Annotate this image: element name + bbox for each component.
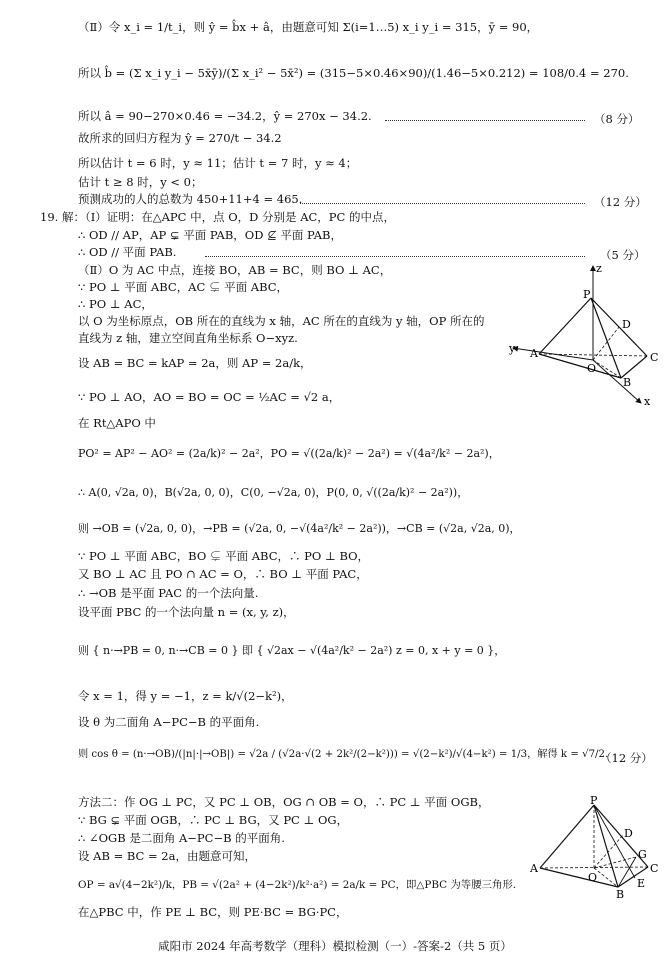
text-line: 预测成功的人的总数为 450+11+4 = 465. xyxy=(78,192,303,206)
pyramid-coordinate-figure xyxy=(505,258,665,408)
edge-PB xyxy=(594,805,618,887)
dot-leader xyxy=(300,203,585,204)
text-line: ∴ OD // 平面 PAB. xyxy=(78,245,177,259)
text-line: ∵ PO ⊥ 平面 ABC，AC ⊊ 平面 ABC， xyxy=(78,280,289,294)
text-line: 设 AB = BC = 2a，由题意可知， xyxy=(78,849,256,863)
dot-leader xyxy=(385,120,585,121)
text-line: 以 O 为坐标原点，OB 所在的直线为 x 轴，AC 所在的直线为 y 轴，OP 所在的 xyxy=(78,314,485,328)
text-line: ∴ OD // AP，AP ⊊ 平面 PAB，OD ⊈ 平面 PAB， xyxy=(78,228,342,242)
text-line: 设 θ 为二面角 A−PC−B 的平面角. xyxy=(78,715,260,729)
text-line: ∴ A(0, √2a, 0)，B(√2a, 0, 0)，C(0, −√2a, 0)，P(0, 0, √((2a/k)² − 2a²))， xyxy=(78,486,469,499)
text-line: 设平面 PBC 的一个法向量 n = (x, y, z)， xyxy=(78,605,295,619)
segment-OD xyxy=(594,835,623,868)
text-line: 在△PBC 中，作 PE ⊥ BC，则 PE·BC = BG·PC， xyxy=(78,905,348,919)
edge-BC xyxy=(621,356,647,378)
text-line: 所以 â = 90−270×0.46 = −34.2，ŷ = 270x − 34.2. xyxy=(78,109,372,123)
problem-heading: 19. 解：（Ⅰ）证明：在△APC 中，点 O，D 分别是 AC，PC 的中点， xyxy=(40,210,395,224)
text-line: 故所求的回归方程为 ŷ = 270/t − 34.2 xyxy=(78,131,282,145)
text-line: 所以 b̂ = (Σ x_i y_i − 5x̄ȳ)/(Σ x_i² − 5x̄²) = (315−5×0.46×90)/(1.46−5×0.212) = 108/0.4 = 270. xyxy=(78,66,629,80)
label-A: A xyxy=(530,347,538,360)
label-D: D xyxy=(622,318,631,331)
text-line: 直线为 z 轴，建立空间直角坐标系 O−xyz. xyxy=(78,331,298,345)
label-y: y xyxy=(509,342,516,355)
text-line: ∵ PO ⊥ 平面 ABC，BO ⊊ 平面 ABC，∴ PO ⊥ BO， xyxy=(78,549,370,563)
text-line: ∵ PO ⊥ AO，AO = BO = OC = ½AC = √2 a， xyxy=(78,390,341,404)
label-B: B xyxy=(616,888,625,900)
dot-leader xyxy=(205,256,585,257)
label-C: C xyxy=(650,351,659,364)
text-line: 又 BO ⊥ AC 且 PO ∩ AC = O，∴ BO ⊥ 平面 PAC， xyxy=(78,567,368,581)
text-line: （Ⅱ）令 x_i = 1/t_i，则 ŷ = b̂x + â，由题意可知 Σ(i=1…5) x_i y_i = 315，ȳ = 90， xyxy=(78,20,539,34)
segment-OB xyxy=(593,360,621,378)
text-line: 方法二：作 OG ⊥ PC，又 PC ⊥ OB，OG ∩ OB = O，∴ PC ⊥ 平面 OGB， xyxy=(78,795,490,809)
label-C: C xyxy=(650,862,659,875)
text-line: 则 →OB = (√2a, 0, 0)，→PB = (√2a, 0, −√(4a²/k² − 2a²))，→CB = (√2a, √2a, 0)， xyxy=(78,522,521,535)
text-line: 估计 t ≥ 8 时，y < 0； xyxy=(78,175,203,189)
score-label: （12 分） xyxy=(600,751,653,765)
label-z: z xyxy=(596,262,602,275)
score-label: （5 分） xyxy=(600,248,646,262)
text-line: ∴ PO ⊥ AC， xyxy=(78,297,153,311)
segment-BG xyxy=(618,857,636,887)
text-line: （Ⅱ）O 为 AC 中点，连接 BO，AB = BC，则 BO ⊥ AC， xyxy=(78,263,392,277)
text-line: OP = a√(4−2k²)/k，PB = √(2a² + (4−2k²)/k²·a²) = 2a/k = PC，即△PBC 为等腰三角形. xyxy=(78,879,517,891)
text-line: ∵ BG ⊊ 平面 OGB，∴ PC ⊥ BG，又 PC ⊥ OG， xyxy=(78,813,349,827)
text-line: 设 AB = BC = kAP = 2a，则 AP = 2a/k， xyxy=(78,356,312,370)
text-line: 令 x = 1，得 y = −1，z = k/√(2−k²)， xyxy=(78,689,293,703)
segment-OG xyxy=(594,857,636,868)
edge-PA xyxy=(540,805,594,868)
text-line: ∴ ∠OGB 是二面角 A−PC−B 的平面角. xyxy=(78,831,285,845)
label-O: O xyxy=(587,362,597,375)
score-label: （12 分） xyxy=(594,195,647,209)
score-label: （8 分） xyxy=(594,112,640,126)
page-footer: 咸阳市 2024 年高考数学（理科）模拟检测（一）-答案-2（共 5 页） xyxy=(158,939,512,953)
label-G: G xyxy=(638,848,647,861)
text-line: 则 { n·→PB = 0, n·→CB = 0 } 即 { √2ax − √(4a²/k² − 2a²) z = 0, x + y = 0 }， xyxy=(78,644,506,657)
label-P: P xyxy=(590,795,598,807)
label-B: B xyxy=(623,376,632,389)
label-O: O xyxy=(588,871,598,884)
label-x: x xyxy=(644,395,651,408)
pyramid-figure-method2 xyxy=(528,795,663,900)
text-line: 则 cos θ = (n·→OB)/(|n|·|→OB|) = √2a / (√2a·√(2 + 2k²/(2−k²))) = √(2−k²)/√(4−k²) = 1/3，解得 k = √7/2. xyxy=(78,749,609,760)
text-line: 所以估计 t = 6 时，y ≈ 11；估计 t = 7 时，y ≈ 4； xyxy=(78,156,358,170)
label-A: A xyxy=(530,862,538,875)
text-line: ∴ →OB 是平面 PAC 的一个法向量. xyxy=(78,586,259,600)
label-D: D xyxy=(624,827,633,840)
text-line: 在 Rt△APO 中 xyxy=(78,416,156,430)
edge-PA xyxy=(539,298,591,354)
label-P: P xyxy=(583,288,591,301)
text-line: PO² = AP² − AO² = (2a/k)² − 2a²，PO = √((2a/k)² − 2a²) = √(4a²/k² − 2a²)， xyxy=(78,447,500,460)
label-E: E xyxy=(637,877,646,890)
